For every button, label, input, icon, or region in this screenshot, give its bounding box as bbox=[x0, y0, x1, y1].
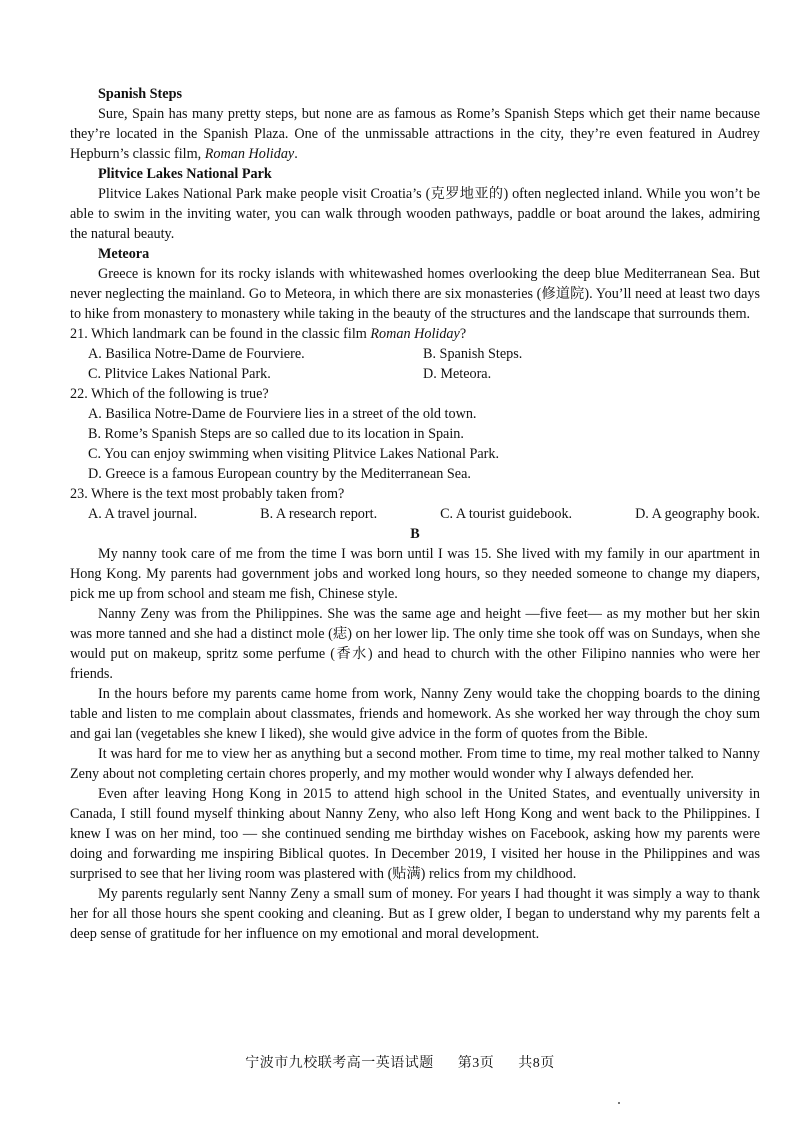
paragraph-spanish-steps: Sure, Spain has many pretty steps, but none are as famous as Rome’s Spanish Steps which get their name because they’re located in the Spanish Plaza. One of the unmissable attractions in the city, they’re even featured in Audrey Hepburn’s classic film, Roman Holiday. bbox=[70, 106, 760, 162]
section-plitvice bbox=[70, 164, 760, 244]
option-d[interactable]: D. Meteora. bbox=[423, 366, 492, 382]
option-a[interactable]: A. Basilica Notre-Dame de Fourviere lies in a street of the old town. bbox=[88, 406, 477, 422]
page-footer bbox=[0, 1054, 800, 1074]
exam-page bbox=[70, 84, 760, 944]
scan-speck bbox=[618, 1102, 620, 1104]
option-a[interactable]: A. Basilica Notre-Dame de Fourviere. bbox=[88, 346, 305, 362]
question-stem: 22. Which of the following is true? bbox=[70, 386, 269, 402]
option-d[interactable]: D. Greece is a famous European country by the Mediterranean Sea. bbox=[88, 466, 471, 482]
option-b[interactable]: B. Spanish Steps. bbox=[423, 346, 523, 362]
option-c[interactable]: C. You can enjoy swimming when visiting Plitvice Lakes National Park. bbox=[88, 446, 500, 462]
paragraph: It was hard for me to view her as anything but a second mother. From time to time, my real mother talked to Nanny Zeny about not completing certain chores properly, and my mother would wonder why I always defended her. bbox=[70, 746, 760, 782]
passage-b bbox=[70, 544, 760, 944]
passage-a bbox=[70, 84, 760, 324]
option-d[interactable]: D. A geography book. bbox=[635, 506, 760, 522]
heading-meteora: Meteora bbox=[98, 246, 150, 262]
heading-plitvice: Plitvice Lakes National Park bbox=[98, 166, 272, 182]
options bbox=[88, 344, 760, 384]
options bbox=[88, 504, 760, 524]
paragraph: Even after leaving Hong Kong in 2015 to attend high school in the United States, and eventually university in Canada, I still found myself thinking about Nanny Zeny, who also left Hong Kong and went back to the Philippines. I knew I was on her mind, too — she continued sending me birthday wishes on Facebook, asking how my parents were doing and forwarding me inspiring Biblical quotes. In December 2019, I visited her house in the Philippines and was surprised to see that her living room was plastered with (贴满) relics from my childhood. bbox=[70, 786, 760, 882]
section-b-label: B bbox=[410, 526, 420, 542]
paragraph: In the hours before my parents came home from work, Nanny Zeny would take the chopping boards to the dining table and listen to me complain about classmates, friends and homework. As she worked her way through the choy sum and gai lan (vegetables she knew I liked), she would give advice in the form of quotes from the Bible. bbox=[70, 686, 760, 742]
heading-spanish-steps: Spanish Steps bbox=[98, 86, 182, 102]
paragraph: My nanny took care of me from the time I was born until I was 15. She lived with my family in our apartment in Hong Kong. My parents had government jobs and worked long hours, so they needed someone to change my diapers, pick me up from school and steam me fish, Chinese style. bbox=[70, 546, 760, 602]
paragraph-meteora: Greece is known for its rocky islands with whitewashed homes overlooking the deep blue Mediterranean Sea. But never neglecting the mainland. Go to Meteora, in which there are six monasteries (修道院). You’ll need at least two days to hike from monastery to monastery while taking in the beauty of the structures and the landscape that surrounds them. bbox=[70, 266, 760, 322]
paragraph-plitvice: Plitvice Lakes National Park make people visit Croatia’s (克罗地亚的) often neglected inland. While you won’t be able to swim in the inviting water, you can walk through wooden pathways, paddle or boat around the lakes, admiring the natural beauty. bbox=[70, 186, 760, 242]
section-spanish-steps bbox=[70, 84, 760, 164]
footer-title: 宁波市九校联考高一英语试题 bbox=[245, 1056, 434, 1071]
question-stem: 21. Which landmark can be found in the classic film Roman Holiday? bbox=[70, 326, 467, 342]
question-stem: 23. Where is the text most probably taken from? bbox=[70, 486, 345, 502]
option-c[interactable]: C. A tourist guidebook. bbox=[440, 506, 573, 522]
paragraph: Nanny Zeny was from the Philippines. She was the same age and height —five feet— as my mother but her skin was more tanned and she had a distinct mole (痣) on her lower lip. The only time she took off was on Sundays, when she would put on makeup, spritz some perfume (香水) and head to church with the other Filipino nannies who were her friends. bbox=[70, 606, 760, 682]
question-22 bbox=[70, 384, 760, 484]
question-23 bbox=[70, 484, 760, 524]
question-21 bbox=[70, 324, 760, 384]
option-b[interactable]: B. A research report. bbox=[260, 506, 378, 522]
footer-total-pages: 共8页 bbox=[518, 1056, 555, 1071]
option-a[interactable]: A. A travel journal. bbox=[88, 506, 198, 522]
paragraph: My parents regularly sent Nanny Zeny a small sum of money. For years I had thought it was simply a way to thank her for all those hours she spent cooking and cleaning. But as I grew older, I began to understand why my parents felt a deep sense of gratitude for her influence on my emotional and moral development. bbox=[70, 886, 760, 942]
option-b[interactable]: B. Rome’s Spanish Steps are so called due to its location in Spain. bbox=[88, 426, 464, 442]
section-meteora bbox=[70, 244, 760, 324]
options bbox=[88, 404, 760, 484]
footer-page-number: 第3页 bbox=[457, 1056, 495, 1071]
option-c[interactable]: C. Plitvice Lakes National Park. bbox=[88, 366, 271, 382]
